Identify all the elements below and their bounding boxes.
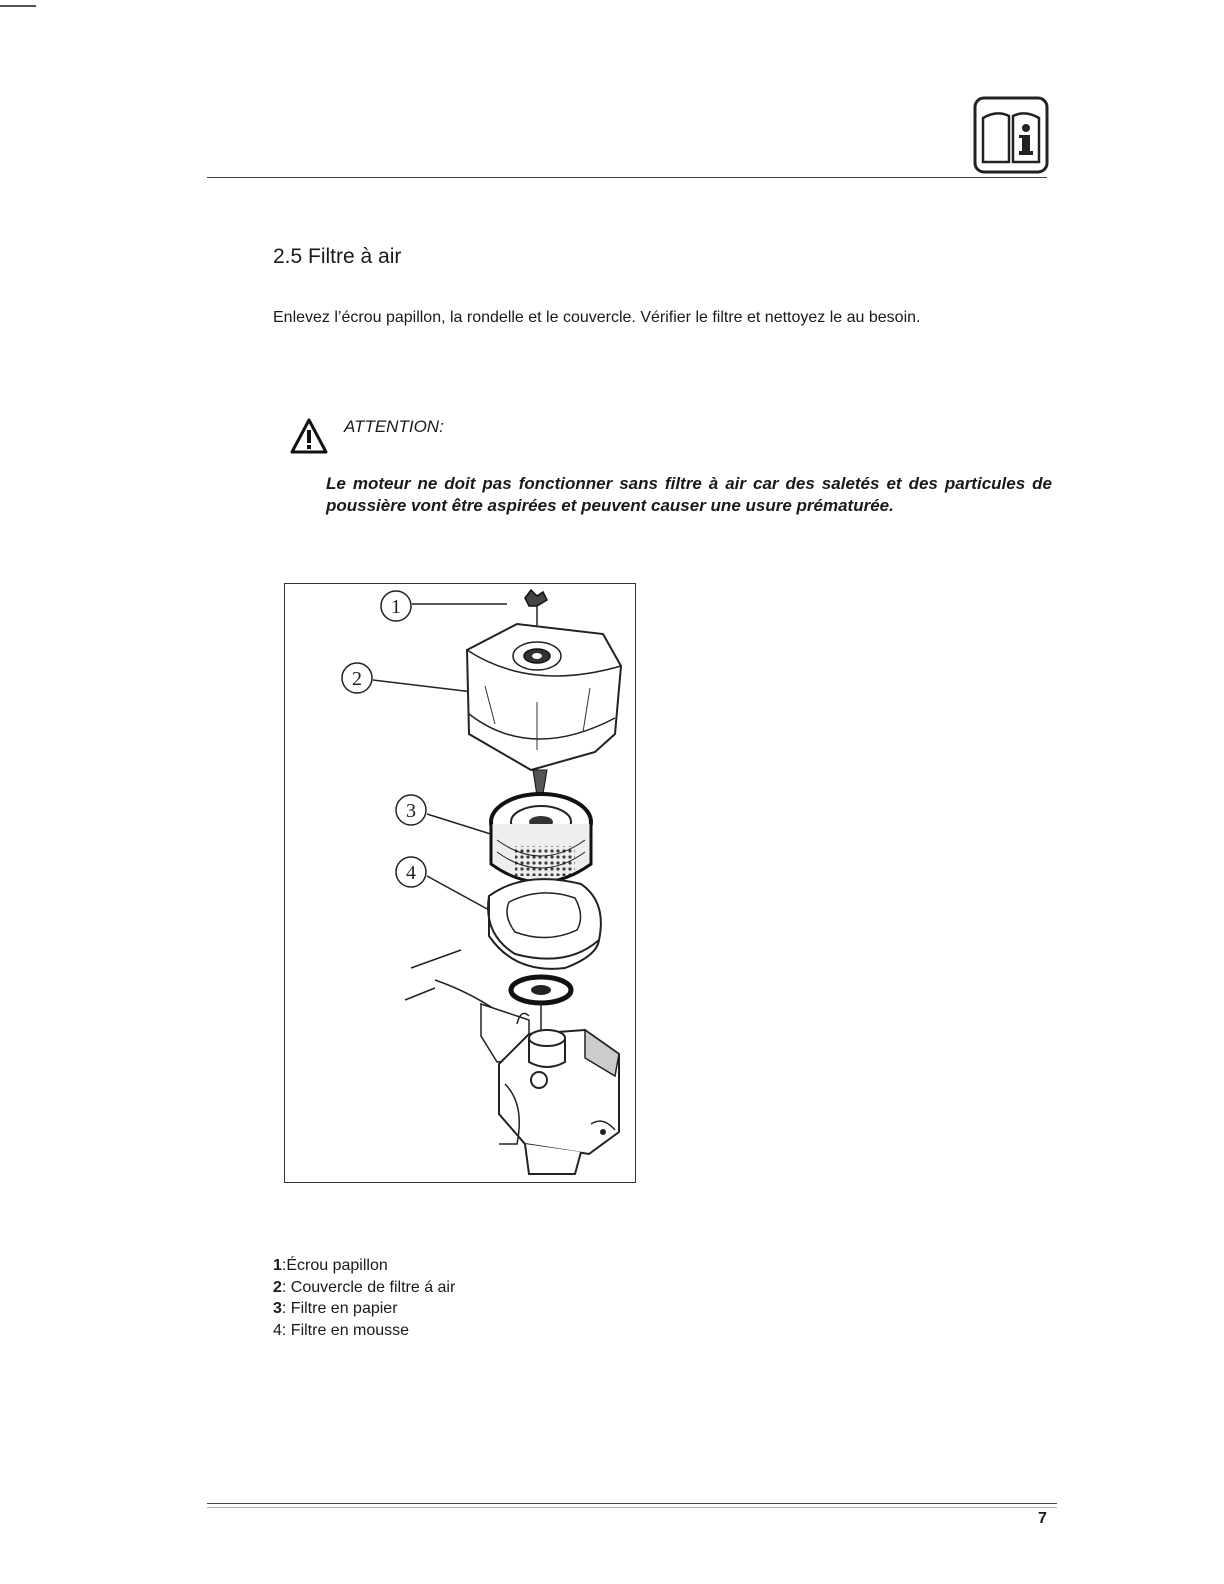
callout-1 bbox=[381, 591, 507, 621]
warning-triangle-icon bbox=[289, 417, 329, 455]
callout-3 bbox=[396, 795, 497, 836]
scan-edge-mark bbox=[0, 5, 36, 7]
legend-item: 2: Couvercle de filtre á air bbox=[273, 1278, 456, 1296]
footer-rule bbox=[207, 1503, 1057, 1504]
warning-text: Le moteur ne doit pas fonctionner sans filtre à air car des saletés et des particules de poussière vont être aspirées et peuvent causer une usure prématurée. bbox=[326, 474, 1052, 515]
header-rule bbox=[207, 177, 1047, 178]
intro-paragraph: Enlevez l’écrou papillon, la rondelle et le couvercle. Vérifier le filtre et nettoyez le au besoin. bbox=[273, 309, 921, 326]
callout-2 bbox=[342, 663, 473, 693]
svg-text:2: 2 bbox=[352, 668, 362, 690]
figure-legend bbox=[273, 1255, 455, 1341]
air-filter-diagram bbox=[284, 583, 636, 1183]
section-title: 2.5 Filtre à air bbox=[273, 245, 402, 268]
paper-filter bbox=[491, 794, 591, 882]
svg-text:1: 1 bbox=[391, 596, 401, 618]
callout-4 bbox=[396, 857, 489, 910]
page-number: 7 bbox=[1038, 1510, 1047, 1527]
svg-text:3: 3 bbox=[406, 800, 416, 822]
footer-rule-secondary bbox=[207, 1507, 1057, 1508]
foam-filter bbox=[488, 879, 601, 969]
attention-label: ATTENTION: bbox=[344, 417, 444, 436]
gasket bbox=[511, 977, 571, 1003]
legend-item: 4: Filtre en mousse bbox=[273, 1321, 410, 1339]
svg-text:4: 4 bbox=[406, 862, 416, 884]
manual-info-icon bbox=[973, 96, 1049, 174]
legend-item: 3: Filtre en papier bbox=[273, 1300, 398, 1317]
filter-cover bbox=[467, 624, 621, 770]
legend-item: 1:Écrou papillon bbox=[273, 1257, 388, 1274]
